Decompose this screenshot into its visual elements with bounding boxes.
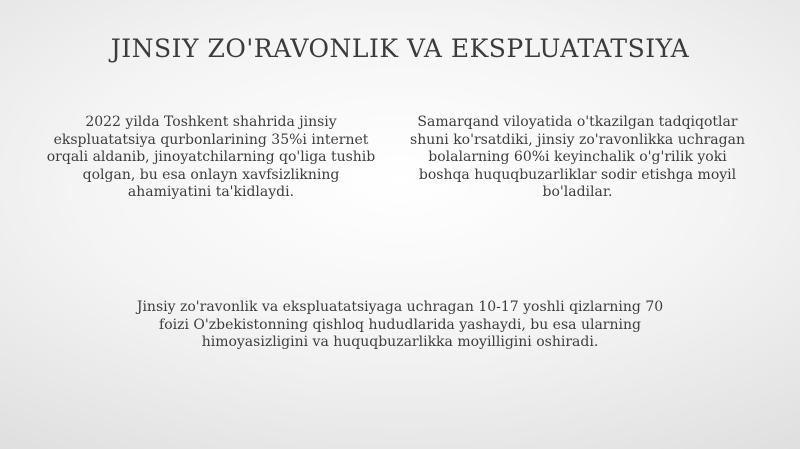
right-paragraph: Samarqand viloyatida o'tkazilgan tadqiqotlar shuni ko'rsatdiki, jinsiy zo'ravonlikka uchragan bolalarning 60%i keyinchalik o'g'rilik yoki boshqa huquqbuzarliklar sodir etishga moyil bo'ladilar. [410, 114, 745, 200]
left-paragraph: 2022 yilda Toshkent shahrida jinsiy ekspluatatsiya qurbonlarining 35%i internet orqali aldanib, jinoyatchilarning qo'liga tushib qolgan, bu esa onlayn xavfsizlikning ahamiyatini ta'kidlaydi. [46, 114, 376, 200]
bottom-paragraph: Jinsiy zo'ravonlik va ekspluatatsiyaga uchragan 10-17 yoshli qizlarning 70 foizi O'zbekistonning qishloq hududlarida yashaydi, bu esa ularning himoyasizligini va huquqbuzarlikka moyilligini oshiradi. [136, 299, 664, 350]
slide-title: JINSIY ZO'RAVONLIK VA EKSPLUATATSIYA [110, 34, 690, 63]
